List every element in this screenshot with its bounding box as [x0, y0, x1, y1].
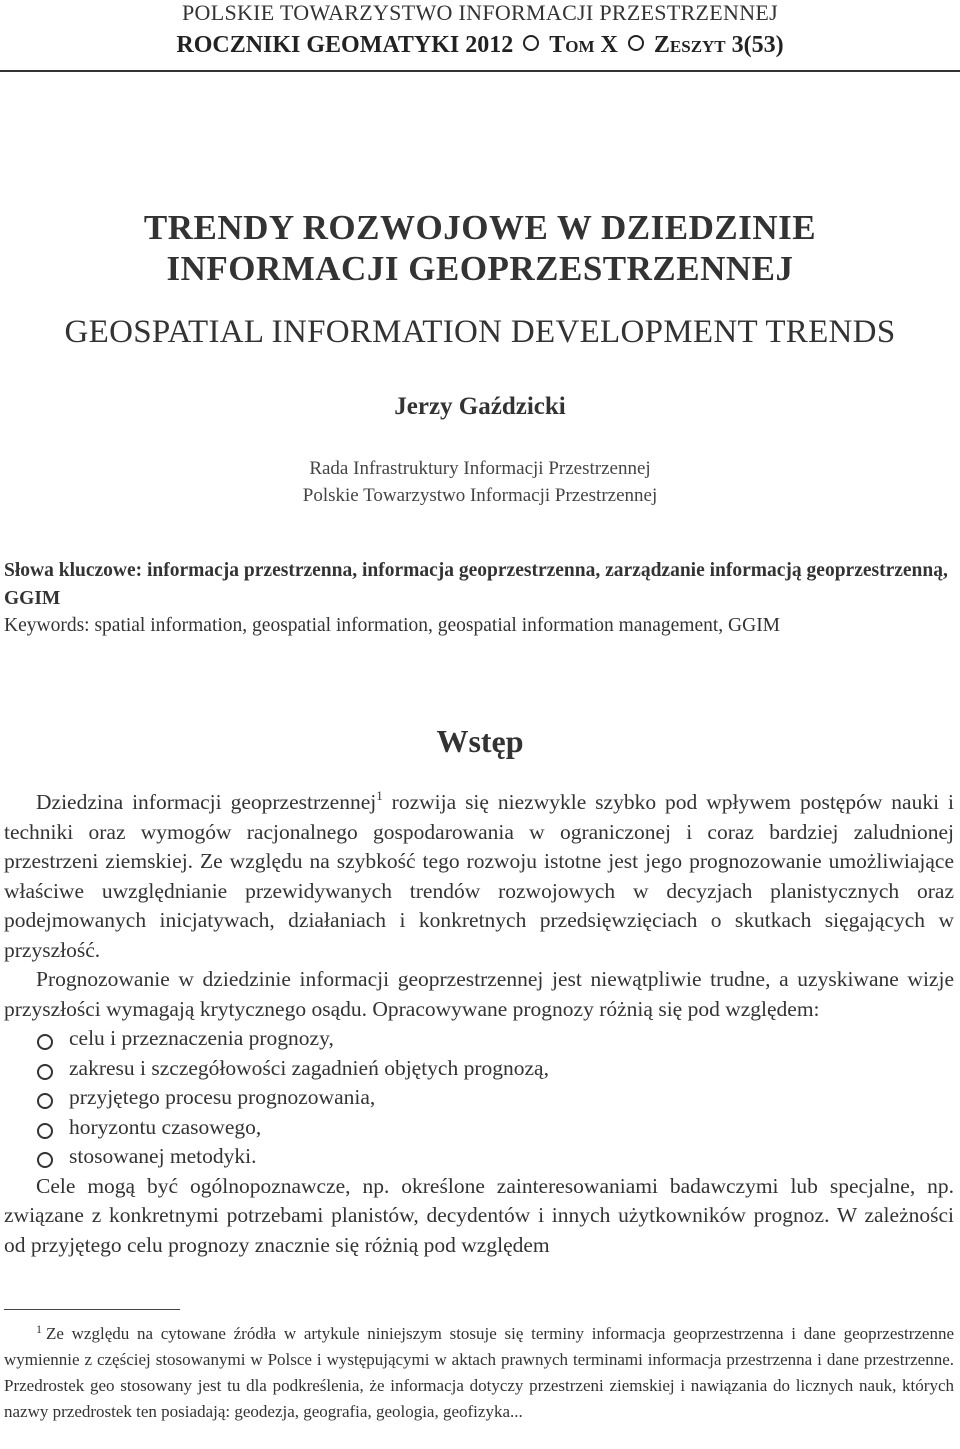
journal-issue: Zeszyt 3(53) [653, 32, 784, 58]
bullet-circle-icon [37, 1152, 53, 1168]
article-title-pl [0, 207, 960, 289]
paragraph-2: Prognozowanie w dziedzinie informacji geoprzestrzennej jest niewątpliwie trudne, a uzyskiwane wizje przyszłości wymagają krytycznego osądu. Opracowywane prognozy różnią się pod względem: [4, 967, 954, 1021]
list-item-text: stosowanej metodyki. [69, 1144, 257, 1168]
paragraph-1-start: Dziedzina informacji geoprzestrzennej [36, 790, 377, 814]
bullet-circle-icon [37, 1034, 53, 1050]
bullet-circle-icon [523, 35, 539, 51]
paragraph-1-rest: rozwija się niezwykle szybko pod wpływem postępów nauki i techniki oraz wymogów racjonalnego gospodarowania w ograniczonej i coraz bardziej zaludnionej przestrzeni ziemskiej. Ze względu na szybkość tego rozwoju istotne jest jego prognozowanie umożliwiające właściwe uwzględnianie przewidywanych trendów rozwojowych w decyzjach planistycznych oraz podejmowanych inicjatywach, działaniach i konkretnych przedsięwzięciach o skutkach sięgających w przyszłość. [4, 790, 954, 962]
affiliation-2: Polskie Towarzystwo Informacji Przestrzennej [302, 485, 658, 506]
list-item [4, 1054, 954, 1084]
criteria-list [4, 1024, 954, 1172]
journal-volume: Tom X [549, 32, 618, 58]
bullet-circle-icon [628, 35, 644, 51]
footnote [4, 1321, 954, 1425]
bullet-circle-icon [37, 1123, 53, 1139]
list-item-text: horyzontu czasowego, [69, 1114, 262, 1139]
title-pl-line-2: INFORMACJI GEOPRZESTRZENNEJ [166, 249, 794, 288]
footnote-reference[interactable]: 1 [376, 788, 383, 803]
list-item [4, 1024, 954, 1054]
keywords-polish: Słowa kluczowe: informacja przestrzenna, informacja geoprzestrzenna, zarządzanie informacją geoprzestrzenną, GGIM [4, 560, 948, 609]
article-title-en: GEOSPATIAL INFORMATION DEVELOPMENT TRENDS [64, 314, 896, 350]
list-item [4, 1083, 954, 1113]
title-pl-line-1: TRENDY ROZWOJOWE W DZIEDZINIE [143, 208, 817, 247]
journal-name: ROCZNIKI GEOMATYKI 2012 [176, 32, 514, 58]
footnote-body: Ze względu na cytowane źródła w artykule niniejszym stosuje się terminy informacja geoprzestrzenna i dane geoprzestrzenne wymiennie z częściej stosowanymi w Polsce i występującymi w aktach prawnych terminami informacja przestrzenna i dane przestrzenne. Przedrostek geo stosowany jest tu dla podkreślenia, że informacja dotyczy przestrzeni ziemskiej i nawiązania do licznych nauk, których nazwy przedrostek ten posiadają: geodezja, geografia, geologia, geofizyka... [4, 1324, 954, 1421]
author-affiliations [0, 455, 960, 509]
bullet-circle-icon [37, 1093, 53, 1109]
journal-issue-header [0, 30, 960, 60]
keywords-english: Keywords: spatial information, geospatial information, geospatial information management, GGIM [4, 615, 781, 636]
article-body [4, 788, 954, 1260]
paragraph-3: Cele mogą być ogólnopoznawcze, np. określone zainteresowaniami badawczymi lub specjalne, np. związane z konkretnymi potrzebami planistów, decydentów i innych użytkowników prognoz. W zależności od przyjętego celu prognozy znacznie się różnią pod względem [4, 1173, 954, 1257]
bullet-circle-icon [37, 1064, 53, 1080]
list-item [4, 1142, 954, 1172]
paragraph-1 [4, 788, 954, 965]
affiliation-1: Rada Infrastruktury Informacji Przestrzennej [309, 458, 651, 479]
list-item-text: zakresu i szczegółowości zagadnień objętych prognozą, [69, 1055, 549, 1080]
list-item-text: przyjętego procesu prognozowania, [69, 1085, 376, 1109]
journal-society-header: POLSKIE TOWARZYSTWO INFORMACJI PRZESTRZENNEJ [181, 0, 779, 25]
header-divider [0, 70, 960, 72]
footnote-divider [4, 1309, 180, 1310]
author-name: Jerzy Gaździcki [394, 393, 566, 420]
footnote-text [4, 1321, 954, 1425]
section-heading: Wstęp [436, 723, 524, 759]
list-item [4, 1113, 954, 1143]
footnote-number: 1 [36, 1322, 42, 1336]
list-item-text: celu i przeznaczenia prognozy, [69, 1026, 334, 1050]
